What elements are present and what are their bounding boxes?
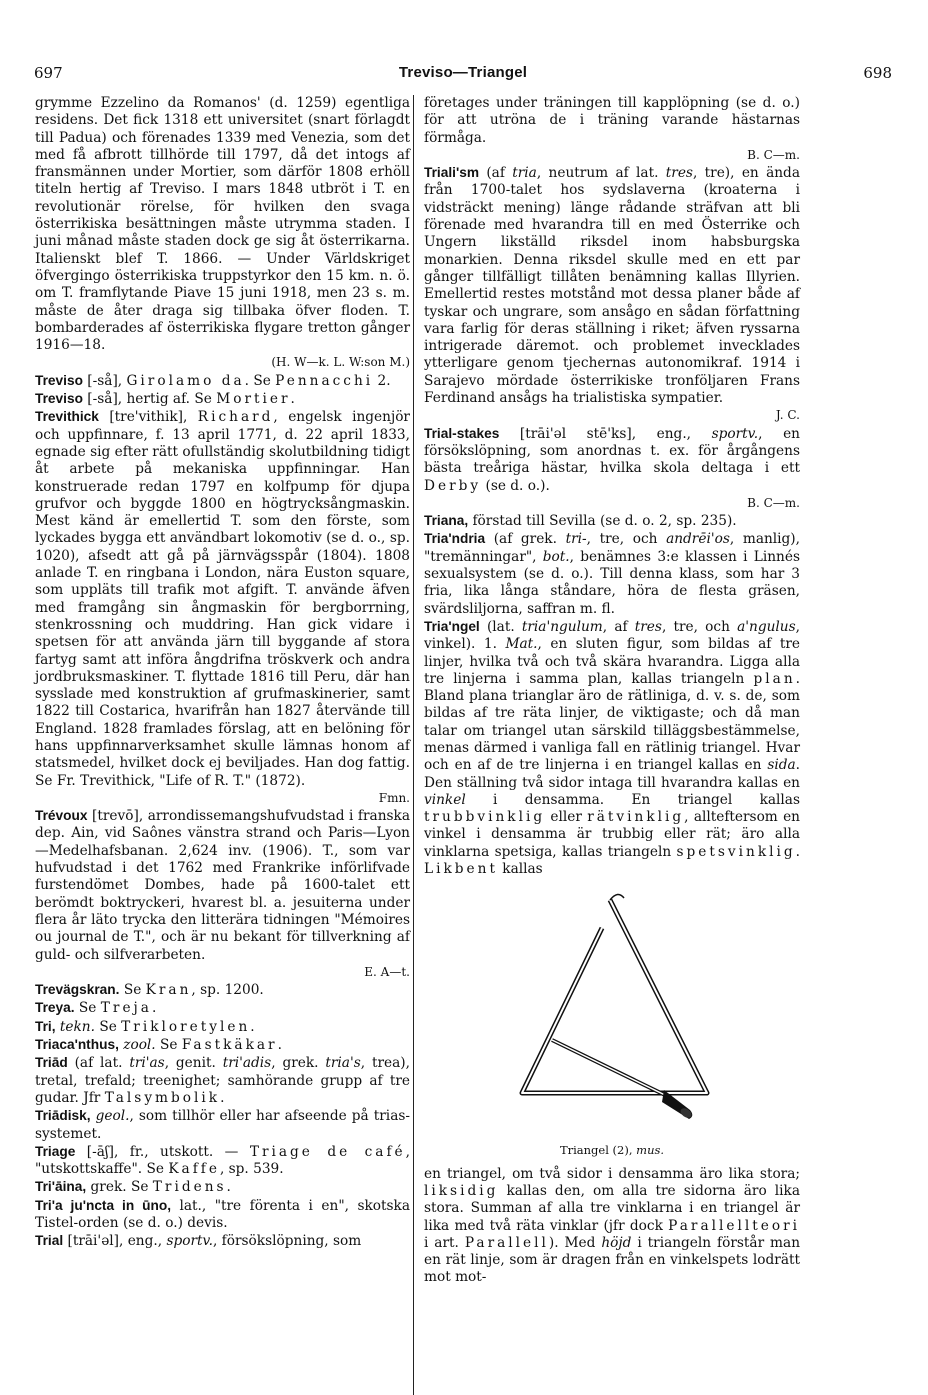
entry-triadisk: Triādisk, geol., som tillhör eller har afseende på trias-systemet. [35, 1108, 410, 1142]
right-column [424, 95, 800, 1287]
entry-trevithick: Trevithick [tre'vithik], Richard, engelsk ingenjör och uppfinnare, f. 13 april 1771, d. 22 april 1833, egnade sig efter rätt ofullständig skolutbildning tidigt åt arbete på mekaniska uppfinningar. Han konstruerade redan 1797 en kolfpump för djupa grufvor och byggde 1800 en högtrycksångmaskin. Mest känd är emellertid T. som den förste, som lyckades bygga ett användbart lokomotiv (se d. o., sp. 1020), afsedt att gå på järnvägsspår (1804). 1808 anlade T. en ringbana i London, nära Euston square, som uppläts till trafik mot afgift. T. använde äfven med framgång sin ångmaskin för bergborrning, stenkrossning och muddring. Han gick vidare i spetsen för att använda järn till byggande af stora fartyg samt att införa ångdrifna tröskverk och andra jordbruksmaskiner. T. flyttade 1816 till Peru, där han sysslade med konstruktion af grufmaskinerier, samt 1822 till Costarica, hvarifrån han 1827 återvände till England. 1828 framlades förslag, att en belöning för hans uppfinnarverksamhet skulle lämnas honom af statsmedel, hvilket dock ej beviljades. Han dog fattig. Se Fr. Trevithick, "Life of R. T." (1872). Fmn. [35, 409, 410, 805]
entry-trial: Trial [trāi'əl], eng., sportv., försökslöpning, som [35, 1233, 362, 1250]
entry-trevagskran: Trevägskran. Se Kran, sp. 1200. [35, 982, 264, 999]
entry-triaina: Tri'āina, grek. Se Tridens. [35, 1179, 231, 1196]
entry-treya: Treya. Se Treja. [35, 1000, 157, 1017]
entry-tria-juncta: Tri'a ju'ncta in ūno, lat., "tre förenta i en", skotska Tistel-orden (se d. o.) devis. [35, 1197, 410, 1231]
entry-trial-continued: företages under träningen till kapplöpning (se d. o.) för att utröna de i träning varande hästarnas förmåga. B. C—m. [424, 95, 800, 162]
running-title: Treviso—Triangel [398, 64, 528, 81]
triangle-frame [522, 900, 707, 1093]
entry-treviso-girolamo: Treviso [-så], Girolamo da. Se Pennacchi 2. [35, 372, 391, 389]
page-number-left: 697 [34, 64, 63, 82]
entry-triad: Triād (af lat. tri'as, genit. tri'adis, grek. tria's, trea), tretal, trefald; treenighet; samhörande grupp af tre gudar. Jfr Talsymbolik. [35, 1055, 410, 1106]
page-number-right: 698 [863, 64, 892, 82]
figure-caption: Triangel (2), mus. [559, 1143, 665, 1158]
entry-trevoux: Trévoux [trevō], arrondissemangshufvudstad i franska dep. Ain, vid Saônes vänstra strand och Paris—Lyon—Medelhafsbanan. 2,624 inv. (1906). T., som var hufvudstad i det 1762 med Frankrike införlifvade furstendömet Dombes, hade på 1600-talet ett berömdt boktryckeri, hvarest bl. a. jesuiterna under flera år läto trycka den litterära tidningen "Mémoires ou journal de T.", och är nu bekant för tillverkning af guld- och silfverarbeten. E. A—t. [35, 808, 410, 979]
page-header [34, 64, 892, 84]
triangle-instrument-figure [424, 888, 800, 1159]
left-column [35, 95, 410, 1251]
entry-treviso-hertig: Treviso [-så], hertig af. Se Mortier. [35, 391, 295, 408]
entry-triage: Triage [-āʃ], fr., utskott. — Triage de café, "utskottskaffe". Se Kaffe, sp. 539. [35, 1143, 410, 1178]
triangle-instrument-illustration [492, 888, 732, 1138]
entry-triacanthus: Triaca'nthus, zool. Se Fastkäkar. [35, 1037, 282, 1054]
entry-trialism: Triali'sm (af tria, neutrum af lat. tres, tre), en ända från 1700-talet hos sydslaverna (kroaterna i vidsträckt mening) länge rådande sträfvan att bli förenade med hvarandra till en med Österrike och Ungern likställd riksdel inom habsburgska monarkien. Denna riksdel skulle med en ett par gånger tillfälligt tillåten benämning kallas Illyrien. Emellertid restes motstånd mot dessa planer både af tyskar och ungrare, som ansågo en sådan författning vara farlig för deras ställning i riket; äfven ryssarna intrigerade däremot. och problemet invecklades ytterligare genom tjechernas autonomikraf. 1914 i Sarajevo mördade österrikiske tronföljaren Frans Ferdinand ansågs ha trialistiska sympatier. J. C. [424, 165, 800, 423]
entry-trial-stakes: Trial-stakes [trāi'əl stē'ks], eng., sportv., en försökslöpning, som anordnas t. ex. för årgångens bästa treåriga hästar, hvilka skola deltaga i ett Derby (se d. o.). B. C—m. [424, 425, 800, 510]
entry-treviso-continued: grymme Ezzelino da Romanos' (d. 1259) egentliga residens. Det fick 1318 ett universitet (snart förlagdt till Padua) och förenades 1339 med Venezia, som det med få afbrott tillhörde till 1797, då det intogs af fransmännen under Mortier, som därför 1808 erhöll titeln hertig af Treviso. I mars 1848 utbröt i T. en revolutionär rörelse, för hvilken den svaga österrikiska besättningen måste utrymma staden. I juni månad måste staden dock ge sig åt österrikarna. Italienskt blef T. 1866. — Under Världskriget öfvergingo österrikiska truppstyrkor den 15 km. n. ö. om T. framflytande Piave 15 juni 1918, men 23 s. m. måste de åter draga sig tillbaka öfver floden. T. bombarderades af österrikiska flygare tretton gånger 1916—18. (H. W—k. L. W:son M.) [35, 95, 410, 370]
entry-tri: Tri, tekn. Se Trikloretylen. [35, 1018, 255, 1035]
entry-triangel: Tria'ngel (lat. tria'ngulum, af tres, tre, och a'ngulus, vinkel). 1. Mat., en sluten figur, som bildas af tre linjer, hvilka två och två skära hvarandra. Ligga alla tre linjerna i samma plan, kallas triangeln plan. Bland plana trianglar äro de rätliniga, d. v. s. de, som bildas af tre räta linjer, de viktigaste; och då man talar om triangel utan särskild tilläggsbestämmelse, menas därmed i vanliga fall en rätlinig triangel. Hvar och en af de tre linjerna i en triangel kallas en sida. Den ställning två sidor intaga till hvarandra kallas en vinkel i densamma. En triangel kallas trubbvinklig eller rätvinklig, allteftersom en vinkel i densamma är trubbig eller rät; äro alla vinklarna spetsiga, kallas triangeln spetsvinklig. Likbent kallas [424, 618, 800, 878]
column-divider [413, 95, 414, 1395]
entry-triangel-continued: en triangel, om två sidor i densamma äro lika stora; liksidig kallas den, om alla tre sidorna äro lika stora. Summan af alla tre vinklarna i en triangel är lika med två räta vinklar (jfr dock Parallellteori i art. Parallell). Med höjd i triangeln förstår man en rät linje, som är dragen från en vinkelspets lodrätt mot mot- [424, 1165, 801, 1286]
entry-triandria: Tria'ndria (af grek. tri-, tre, och andrēi'os, manlig), "tremänningar", bot., benämnes 3:e klassen i Linnés sexualsystem (se d. o.). Till denna klass, som har 3 fria, lika långa ståndare, höra de flesta gräsen, svärdsliljorna, saffran m. fl. [424, 531, 800, 617]
entry-triana: Triana, förstad till Sevilla (se d. o. 2, sp. 235). [424, 513, 737, 530]
